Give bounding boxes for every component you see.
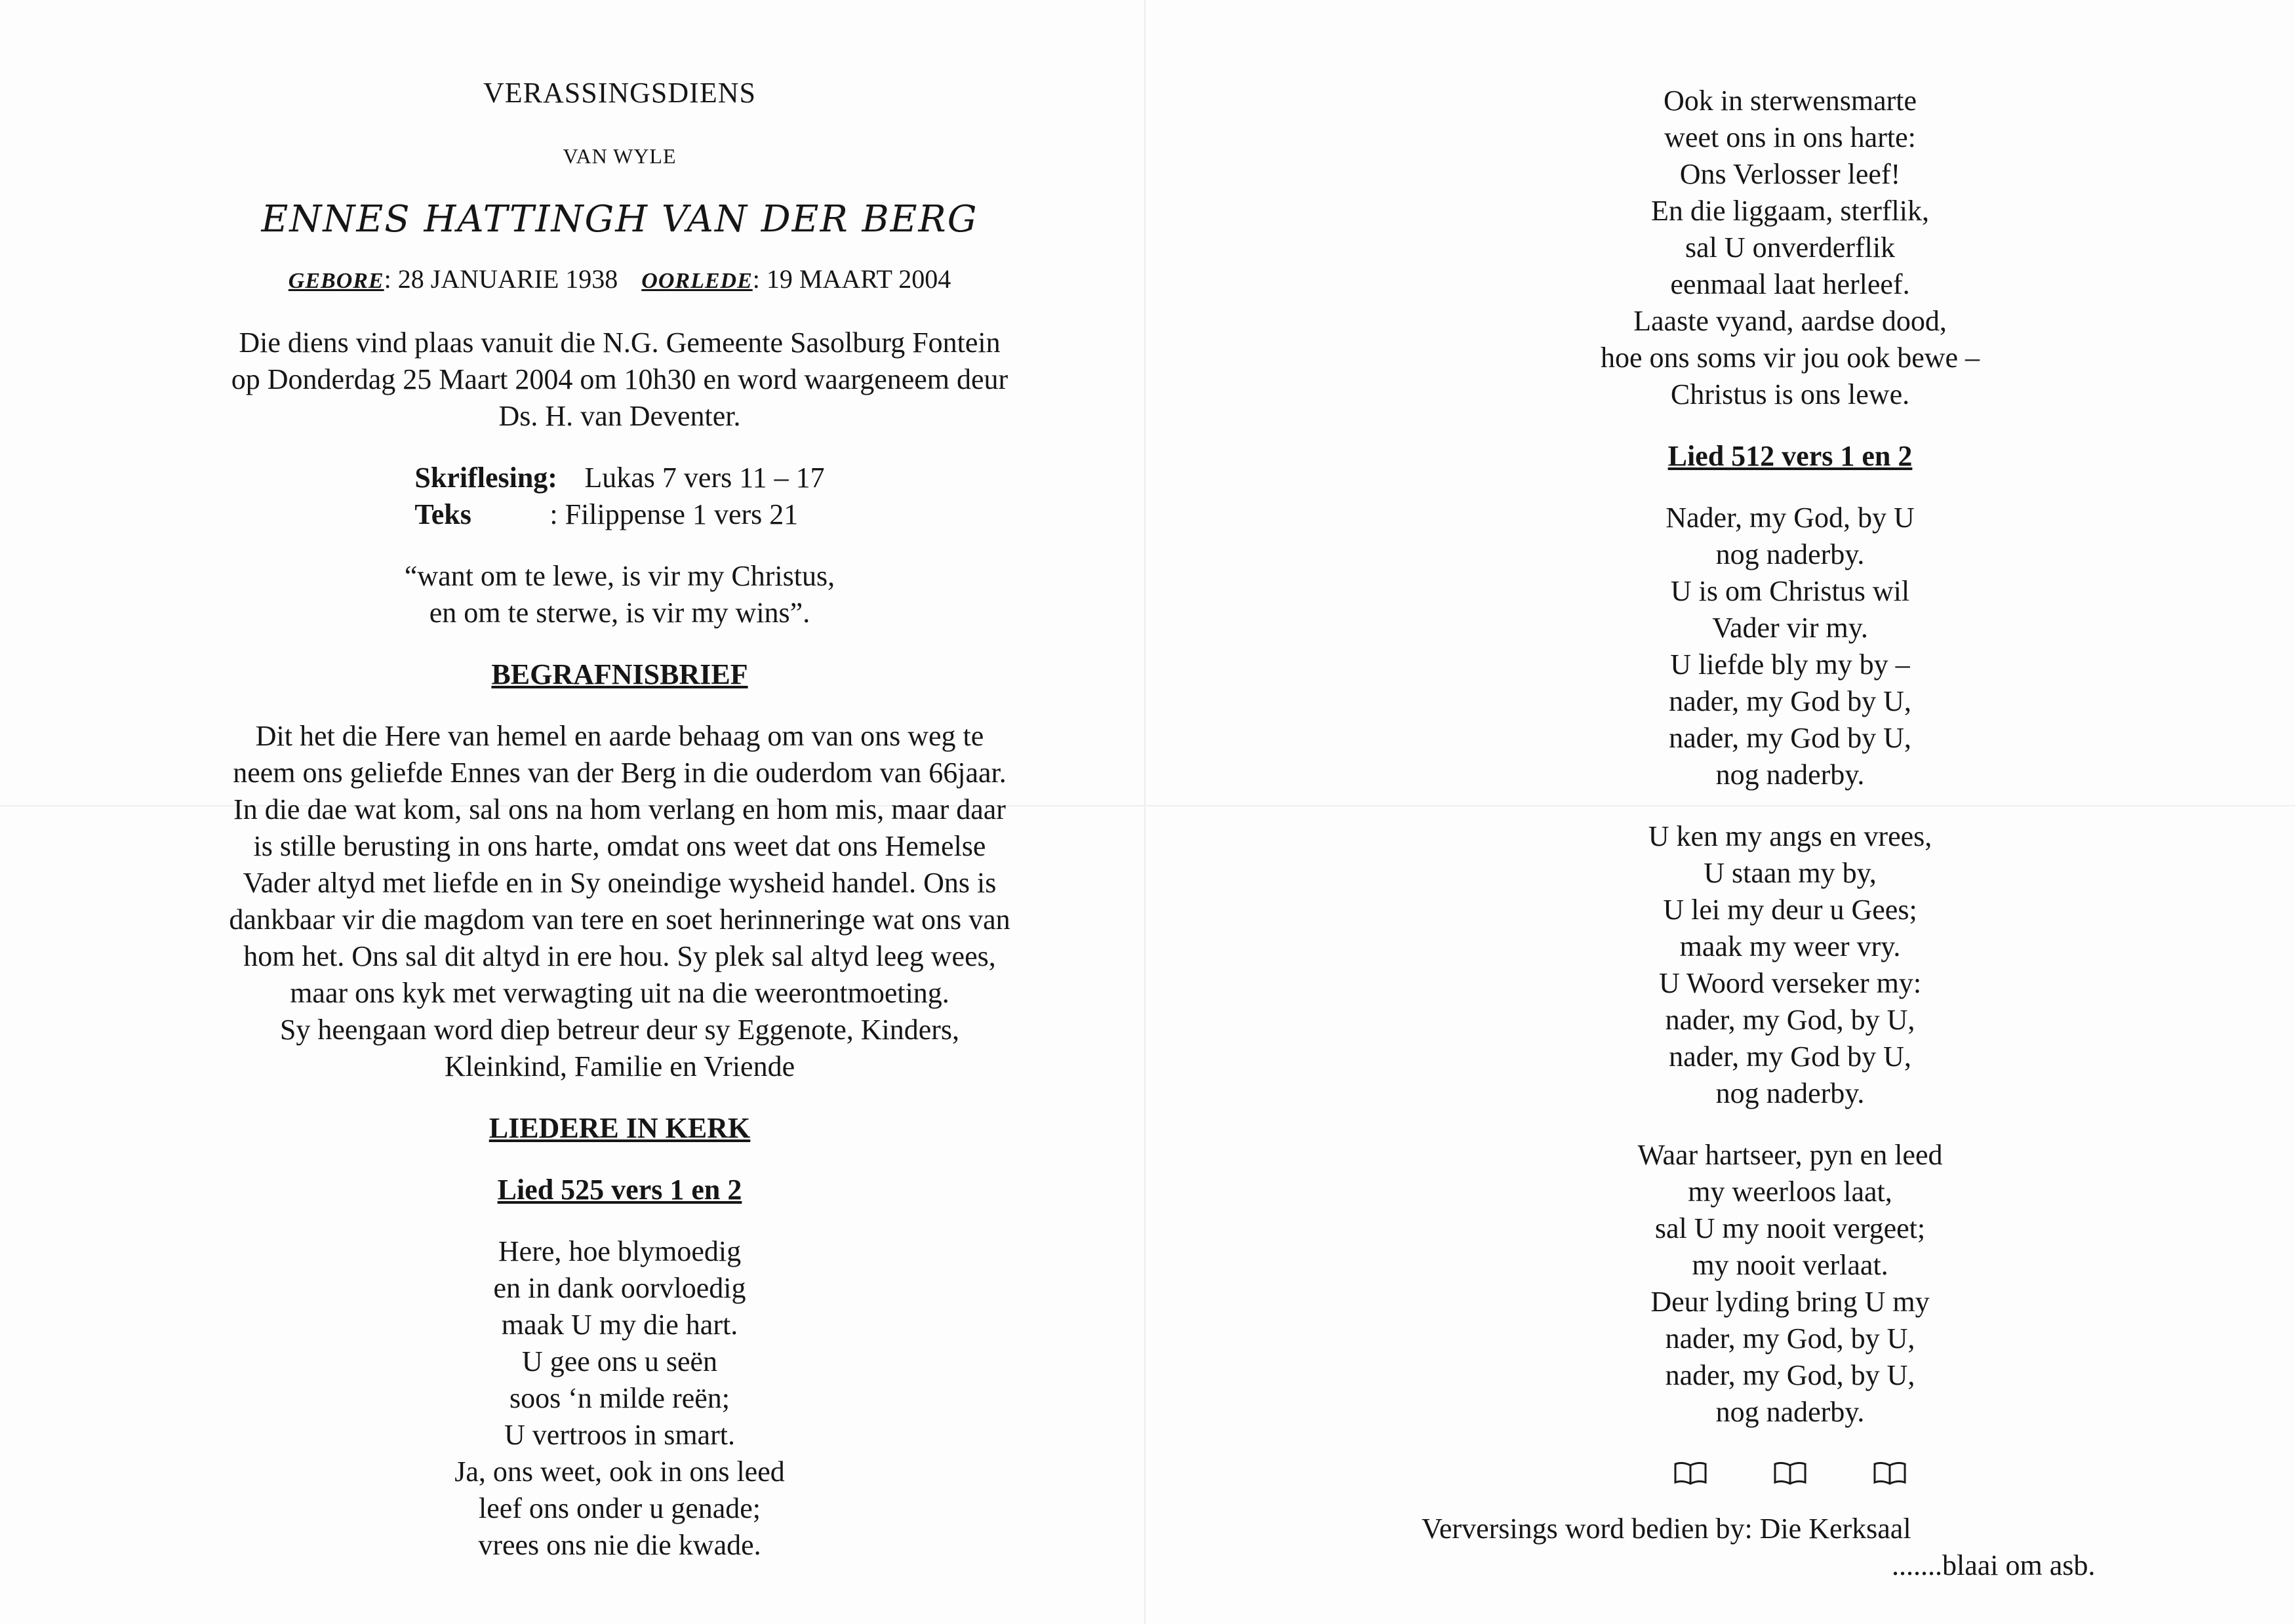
hymn-512-verse-2	[1429, 818, 2151, 1112]
lyric-line: soos ‘n milde reën;	[509, 1382, 730, 1414]
lyric-line: en in dank oorvloedig	[493, 1272, 746, 1304]
letter-line: In die dae wat kom, sal ons na hom verlang en hom mis, maar daar	[233, 793, 1006, 825]
lyric-line: U liefde bly my by –	[1670, 648, 1910, 681]
died-date: : 19 MAART 2004	[752, 264, 951, 294]
open-book-icon	[1873, 1457, 1907, 1496]
born-label: GEBORE	[288, 269, 384, 293]
lyric-line: Christus is ons lewe.	[1670, 378, 1910, 410]
lyric-line: leef ons onder u genade;	[478, 1492, 761, 1524]
lyric-line: nader, my God, by U,	[1665, 1359, 1915, 1391]
service-line: op Donderdag 25 Maart 2004 om 10h30 en word waargeneem deur	[231, 363, 1008, 395]
hymn-512-heading: Lied 512 vers 1 en 2	[1667, 440, 1913, 472]
letter-line: neem ons geliefde Ennes van der Berg in die ouderdom van 66jaar.	[233, 757, 1007, 789]
letter-line: maar ons kyk met verwagting uit na die weerontmoeting.	[290, 977, 949, 1009]
letter-line: Kleinkind, Familie en Vriende	[444, 1050, 795, 1082]
hymn-525-heading: Lied 525 vers 1 en 2	[497, 1174, 742, 1206]
songs-heading: LIEDERE IN KERK	[489, 1112, 751, 1144]
letter-line: Vader altyd met liefde en in Sy oneindige wysheid handel. Ons is	[243, 867, 997, 899]
open-book-icon	[1773, 1457, 1807, 1496]
text-value: : Filippense 1 vers 21	[549, 498, 799, 530]
lyric-line: nader, my God by U,	[1669, 685, 1911, 717]
lyric-line: nader, my God, by U,	[1665, 1004, 1915, 1036]
letter-line: is stille berusting in ons harte, omdat ons weet dat ons Hemelse	[253, 830, 986, 862]
letter-line: hom het. Ons sal dit altyd in ere hou. Sy plek sal altyd leeg wees,	[243, 940, 996, 972]
service-subtitle: VAN WYLE	[563, 144, 677, 168]
lyric-line: nog naderby.	[1715, 1396, 1865, 1428]
hymn-512-verse-3	[1429, 1137, 2151, 1431]
lyric-line: hoe ons soms vir jou ook bewe –	[1600, 342, 1980, 374]
letter-line: dankbaar vir die magdom van tere en soet herinneringe wat ons van	[229, 903, 1010, 936]
lyric-line: my nooit verlaat.	[1692, 1249, 1888, 1281]
lyric-line: maak my weer vry.	[1679, 930, 1901, 962]
left-panel	[157, 0, 1082, 1564]
lyric-line: nader, my God by U,	[1669, 1040, 1911, 1073]
deceased-name: ENNES HATTINGH VAN DER BERG	[261, 198, 978, 241]
lyric-line: nog naderby.	[1715, 1077, 1865, 1109]
lyric-line: U vertroos in smart.	[504, 1419, 735, 1451]
lyric-line: U lei my deur u Gees;	[1663, 894, 1917, 926]
right-panel-content	[1429, 0, 2151, 1496]
service-line: Ds. H. van Deventer.	[498, 400, 741, 432]
letter-line: Sy heengaan word diep betreur deur sy Eggenote, Kinders,	[279, 1014, 960, 1046]
right-panel	[1429, 0, 2295, 1496]
lyric-line: nader, my God by U,	[1669, 722, 1911, 754]
service-title: VERASSINGSDIENS	[483, 77, 756, 109]
lyric-line: U gee ons u seën	[521, 1345, 718, 1377]
reading-label: Skriflesing:	[414, 462, 557, 494]
lyric-line: sal U my nooit vergeet;	[1654, 1212, 1926, 1244]
refreshments-note: Verversings word bedien by: Die Kerksaal	[1422, 1513, 1911, 1545]
readings	[157, 460, 1082, 533]
lyric-line: U ken my angs en vrees,	[1648, 820, 1932, 852]
lyric-line: En die liggaam, sterflik,	[1651, 195, 1929, 227]
lyric-line: U Woord verseker my:	[1658, 967, 1922, 999]
lyric-line: Nader, my God, by U	[1666, 502, 1915, 534]
text-label: Teks	[414, 498, 471, 530]
reading-value: Lukas 7 vers 11 – 17	[577, 462, 825, 494]
open-book-icon	[1673, 1457, 1707, 1496]
turn-over-note: .......blaai om asb.	[1892, 1549, 2096, 1581]
lyric-line: maak U my die hart.	[501, 1309, 738, 1341]
life-dates	[157, 261, 1082, 300]
lyric-line: my weerloos laat,	[1688, 1176, 1892, 1208]
lyric-line: Laaste vyand, aardse dood,	[1633, 305, 1947, 337]
book-icons-row	[1429, 1457, 2151, 1496]
lyric-line: U staan my by,	[1704, 857, 1877, 889]
hymn-512-verse-1	[1429, 500, 2151, 793]
quote-line: “want om te lewe, is vir my Christus,	[404, 560, 835, 592]
letter-line: Dit het die Here van hemel en aarde behaag om van ons weg te	[255, 720, 984, 752]
service-details	[157, 325, 1082, 435]
lyric-line: Here, hoe blymoedig	[498, 1235, 742, 1267]
lyric-line: Ja, ons weet, ook in ons leed	[454, 1456, 785, 1488]
lyric-line: nog naderby.	[1715, 759, 1865, 791]
died-label: OORLEDE	[641, 269, 753, 293]
lyric-line: Ook in sterwensmarte	[1663, 85, 1917, 117]
lyric-line: Waar hartseer, pyn en leed	[1637, 1139, 1943, 1171]
lyric-line: weet ons in ons harte:	[1664, 121, 1916, 153]
lyric-line: Vader vir my.	[1712, 612, 1868, 644]
funeral-letter	[157, 718, 1082, 1085]
scripture-quote	[157, 558, 1082, 631]
hymn-525-continued	[1429, 0, 2151, 413]
letter-heading: BEGRAFNISBRIEF	[491, 658, 748, 690]
lyric-line: Ons Verlosser leef!	[1679, 158, 1901, 190]
lyric-line: eenmaal laat herleef.	[1670, 268, 1910, 300]
service-line: Die diens vind plaas vanuit die N.G. Gemeente Sasolburg Fontein	[239, 327, 1001, 359]
hymn-525-lyrics	[157, 1233, 1082, 1564]
lyric-line: U is om Christus wil	[1670, 575, 1910, 607]
lyric-line: sal U onverderflik	[1685, 231, 1896, 264]
born-date: : 28 JANUARIE 1938	[384, 264, 618, 294]
reading-block	[414, 460, 824, 533]
fold-line-vertical	[1144, 0, 1146, 1624]
lyric-line: vrees ons nie die kwade.	[478, 1529, 761, 1561]
lyric-line: Deur lyding bring U my	[1650, 1286, 1930, 1318]
lyric-line: nader, my God, by U,	[1665, 1322, 1915, 1355]
lyric-line: nog naderby.	[1715, 538, 1865, 570]
quote-line: en om te sterwe, is vir my wins”.	[429, 597, 810, 629]
